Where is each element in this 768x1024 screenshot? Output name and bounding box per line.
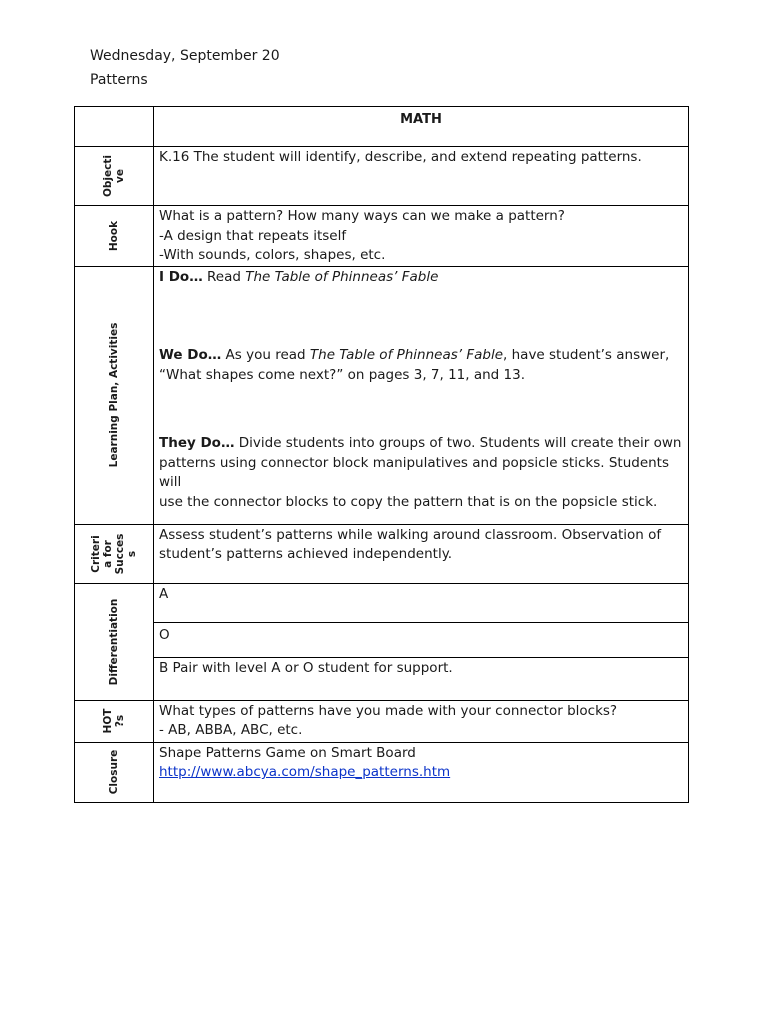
hook-line: What is a pattern? How many ways can we make a pattern? xyxy=(159,208,565,224)
objective-label-cell xyxy=(75,147,154,206)
hot-content xyxy=(154,701,688,741)
criteria-cell xyxy=(154,524,689,583)
objective-label-line: ve xyxy=(114,169,126,183)
hot-line: What types of patterns have you made with your connector blocks? xyxy=(159,702,618,719)
they-do-text: Divide students into groups of two. Students will create their own xyxy=(234,435,682,451)
hot-label xyxy=(102,709,126,734)
learning-plan-cell xyxy=(154,266,689,524)
learning-plan-row xyxy=(75,266,689,524)
learning-plan-label: Learning Plan, Activities xyxy=(108,322,120,468)
they-do-lead: They Do… xyxy=(159,435,235,451)
differentiation-label-cell xyxy=(75,583,154,700)
objective-label-line: Objecti xyxy=(102,154,114,198)
hot-row xyxy=(75,700,689,742)
criteria-label-line: Succes xyxy=(114,533,126,574)
differentiation-cell xyxy=(154,583,689,700)
lesson-topic: Patterns xyxy=(90,72,148,88)
objective-label xyxy=(102,155,126,197)
level-a-row: A xyxy=(154,584,688,623)
closure-cell xyxy=(154,742,689,802)
closure-label-cell xyxy=(75,742,154,802)
i-do-text: Read xyxy=(202,268,246,285)
closure-content xyxy=(154,743,688,783)
criteria-label-cell xyxy=(75,524,154,583)
criteria-label xyxy=(90,533,138,574)
hook-label: Hook xyxy=(108,220,120,251)
hook-content xyxy=(154,206,688,266)
we-do-line xyxy=(159,346,682,366)
subject-header: MATH xyxy=(400,112,442,127)
criteria-label-line: a for xyxy=(102,539,114,568)
hot-cell xyxy=(154,700,689,742)
closure-row xyxy=(75,742,689,802)
hook-cell xyxy=(154,206,689,267)
closure-line: Shape Patterns Game on Smart Board xyxy=(159,744,416,761)
i-do-line xyxy=(159,268,682,288)
hot-label-cell xyxy=(75,700,154,742)
criteria-row xyxy=(75,524,689,583)
i-do-lead: I Do… xyxy=(159,268,203,285)
hot-label-line: ?s xyxy=(114,714,126,728)
hook-line: -A design that repeats itself xyxy=(159,227,347,244)
learning-plan-label-cell xyxy=(75,266,154,524)
corner-cell xyxy=(75,107,154,147)
we-do-text: , have student’s answer, xyxy=(503,347,670,363)
objective-row xyxy=(75,147,689,206)
they-do-line xyxy=(159,434,682,454)
lesson-plan-table xyxy=(74,106,689,803)
criteria-content xyxy=(154,525,688,565)
subject-header-cell xyxy=(154,107,689,147)
they-do-line: use the connector blocks to copy the pattern that is on the popsicle stick. xyxy=(159,493,658,510)
hook-label-cell xyxy=(75,206,154,267)
objective-cell xyxy=(154,147,689,206)
we-do-text: As you read xyxy=(221,347,310,363)
level-b-row: B Pair with level A or O student for support. xyxy=(159,659,453,676)
closure-label: Closure xyxy=(108,749,120,795)
we-do-line: “What shapes come next?” on pages 3, 7, 11, and 13. xyxy=(159,366,526,383)
criteria-line: Assess student’s patterns while walking around classroom. Observation of xyxy=(159,526,662,543)
objective-text: K.16 The student will identify, describe, and extend repeating patterns. xyxy=(159,149,642,165)
book-title: The Table of Phinneas’ Fable xyxy=(245,268,439,285)
shape-patterns-link[interactable]: http://www.abcya.com/shape_patterns.htm xyxy=(159,764,451,780)
book-title: The Table of Phinneas’ Fable xyxy=(309,347,504,363)
they-do-line: patterns using connector block manipulatives and popsicle sticks. Students will xyxy=(159,454,670,490)
hook-row xyxy=(75,206,689,267)
learning-plan-content xyxy=(154,267,688,513)
criteria-label-line: Criteri xyxy=(90,534,102,573)
we-do-lead: We Do… xyxy=(159,347,222,363)
level-o-row: O xyxy=(154,623,688,658)
hot-line: - AB, ABBA, ABC, etc. xyxy=(159,722,303,738)
subject-row xyxy=(75,107,689,147)
differentiation-label: Differentiation xyxy=(108,598,120,685)
hot-label-line: HOT xyxy=(102,708,114,734)
hook-line: -With sounds, colors, shapes, etc. xyxy=(159,247,386,263)
lesson-date: Wednesday, September 20 xyxy=(90,48,280,64)
criteria-label-line: s xyxy=(126,550,138,557)
differentiation-row xyxy=(75,583,689,700)
criteria-line: student’s patterns achieved independently. xyxy=(159,546,453,562)
